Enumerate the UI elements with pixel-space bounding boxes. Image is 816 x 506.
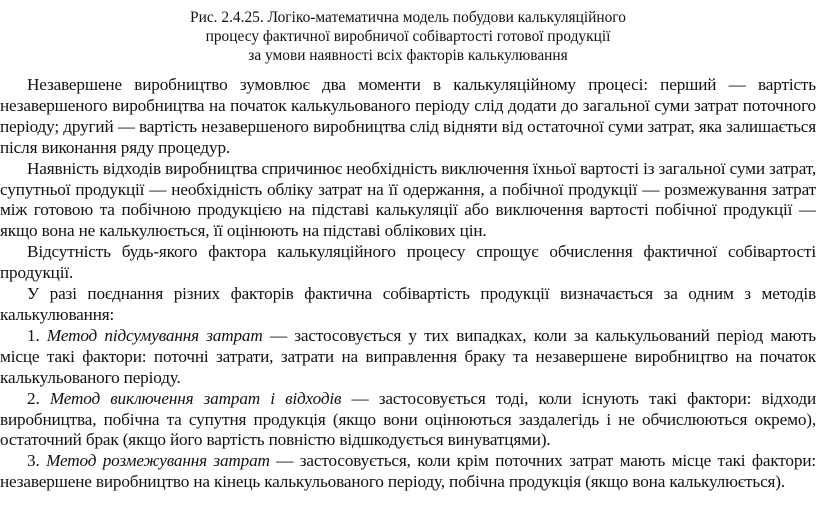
method-name: Метод розмежування затрат: [46, 451, 270, 471]
caption-line-2: процесу фактичної виробничої собівартості готової продукції: [205, 28, 611, 45]
method-number: 1.: [27, 325, 40, 345]
method-allocation-paragraph: [0, 451, 816, 493]
method-name: Метод підсумування затрат: [46, 325, 263, 345]
paragraph-absence-of-factors: Відсутність будь-якого фактора калькуляційного процесу спрощує обчислення фактичної собівартості продукції.: [0, 242, 816, 283]
paragraph-unfinished-production: Незавершене виробництво зумовлює два моменти в калькуляційному процесі: перший — вартість незавершеного виробництва на початок калькульованого періоду слід додати до загальної суми затрат поточного періоду; другий — вартість незавершеного виробництва слід відняти від остаточної суми затрат, яка залишається після виконання ряду процедур.: [0, 75, 816, 157]
figure-caption: [0, 8, 816, 65]
method-description: — застосовується у тих випадках, коли за калькульований період мають місце такі фактори: поточні затрати, затрати на виправлення браку та незавершене виробництво на початок калькульованого періоду.: [0, 325, 816, 387]
method-exclusion-paragraph: [0, 389, 816, 452]
method-summation-paragraph: [0, 326, 816, 389]
method-name: Метод виключення затрат і відходів: [49, 388, 342, 408]
paragraph-combination-of-factors: У разі поєднання різних факторів фактична собівартість продукції визначається за одним з методів калькулювання:: [0, 284, 816, 324]
method-description: — застосовується, коли крім поточних затрат мають місце такі фактори: незавершене виробництво на кінець калькульованого періоду, побічна продукція (якщо вона калькулюється).: [0, 451, 816, 492]
paragraph-production-waste: Наявність відходів виробництва спричинює необхідність виключення їхньої вартості із загальної суми затрат, супутньої продукції — необхідність обліку затрат на її одержання, а побічної продукції — розмежування затрат між готовою та побічною продукцією на підставі калькуляції або виключення вартості побічної продукції — якщо вона не калькулюється, її оцінюють на підставі облікових цін.: [0, 158, 816, 241]
caption-line-1: Рис. 2.4.25. Логіко-математична модель побудови калькуляційного: [190, 9, 626, 26]
caption-line-3: за умови наявності всіх факторів калькулювання: [248, 47, 568, 64]
method-number: 3.: [27, 451, 40, 471]
method-description: — застосовується тоді, коли існують такі фактори: відходи виробництва, побічна та супутня продукція (якщо вони оцінюються заздалегідь і не обчислюються окремо), остаточний брак (якщо його вартість повністю відшкодується винуватцями).: [0, 388, 816, 450]
method-number: 2.: [27, 388, 40, 408]
body-text: [0, 75, 816, 493]
